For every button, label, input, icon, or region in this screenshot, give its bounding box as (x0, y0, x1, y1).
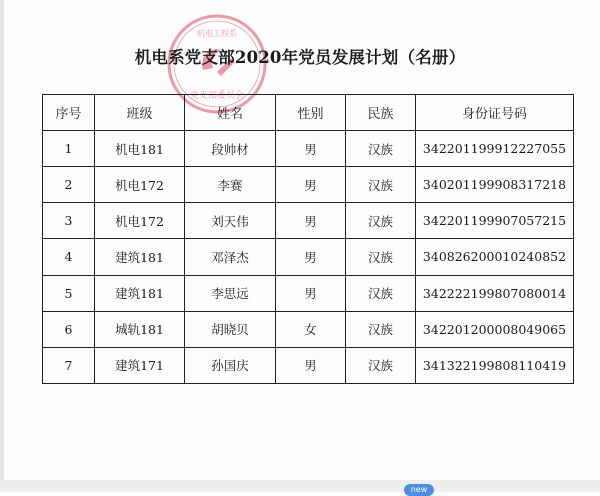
cell-ethnicity: 汉族 (346, 239, 416, 275)
cell-class: 机电172 (95, 167, 185, 203)
cell-id-number: 340201199908317218 (416, 167, 574, 203)
col-header-gender: 性别 (276, 95, 346, 131)
cell-id-number: 341322199808110419 (416, 347, 574, 383)
cell-gender: 男 (276, 275, 346, 311)
cell-class: 机电181 (95, 131, 185, 167)
cell-index: 5 (43, 275, 95, 311)
table-row (43, 311, 574, 347)
cell-index: 3 (43, 203, 95, 239)
svg-text:机电工程系: 机电工程系 (197, 29, 237, 38)
table-row (43, 239, 574, 275)
table-row (43, 347, 574, 383)
cell-ethnicity: 汉族 (346, 131, 416, 167)
cell-index: 7 (43, 347, 95, 383)
cell-gender: 男 (276, 167, 346, 203)
cell-name: 邓泽杰 (185, 239, 276, 275)
table-row (43, 167, 574, 203)
document-title: 机电系党支部2020年党员发展计划（名册） (134, 48, 466, 67)
cell-gender: 女 (276, 311, 346, 347)
cell-class: 机电172 (95, 203, 185, 239)
table-row (43, 131, 574, 167)
cell-gender: 男 (276, 203, 346, 239)
new-badge[interactable]: new (404, 484, 434, 496)
scan-edge (0, 0, 4, 492)
cell-class: 建筑181 (95, 275, 185, 311)
cell-ethnicity: 汉族 (346, 311, 416, 347)
cell-index: 6 (43, 311, 95, 347)
table-row (43, 275, 574, 311)
cell-index: 4 (43, 239, 95, 275)
table-row (43, 203, 574, 239)
cell-id-number: 342201199907057215 (416, 203, 574, 239)
cell-index: 2 (43, 167, 95, 203)
viewer-bottom-bar (0, 480, 600, 492)
cell-class: 建筑171 (95, 347, 185, 383)
member-table (42, 94, 574, 384)
cell-id-number: 342201200008049065 (416, 311, 574, 347)
cell-id-number: 342222199807080014 (416, 275, 574, 311)
col-header-ethnicity: 民族 (346, 95, 416, 131)
cell-id-number: 342201199912227055 (416, 131, 574, 167)
cell-class: 建筑181 (95, 239, 185, 275)
cell-name: 刘天伟 (185, 203, 276, 239)
cell-gender: 男 (276, 131, 346, 167)
cell-class: 城轨181 (95, 311, 185, 347)
cell-name: 孙国庆 (185, 347, 276, 383)
cell-name: 李赛 (185, 167, 276, 203)
cell-id-number: 340826200010240852 (416, 239, 574, 275)
cell-ethnicity: 汉族 (346, 275, 416, 311)
cell-ethnicity: 汉族 (346, 347, 416, 383)
col-header-name: 姓名 (185, 95, 276, 131)
cell-name: 李思远 (185, 275, 276, 311)
cell-ethnicity: 汉族 (346, 167, 416, 203)
svg-text:党支部委员会: 党支部委员会 (189, 91, 245, 101)
cell-name: 胡晓贝 (185, 311, 276, 347)
cell-index: 1 (43, 131, 95, 167)
col-header-id-number: 身份证号码 (416, 95, 574, 131)
cell-gender: 男 (276, 239, 346, 275)
cell-name: 段帅材 (185, 131, 276, 167)
cell-ethnicity: 汉族 (346, 203, 416, 239)
col-header-class: 班级 (95, 95, 185, 131)
col-header-index: 序号 (43, 95, 95, 131)
table-header-row (43, 95, 574, 131)
cell-gender: 男 (276, 347, 346, 383)
